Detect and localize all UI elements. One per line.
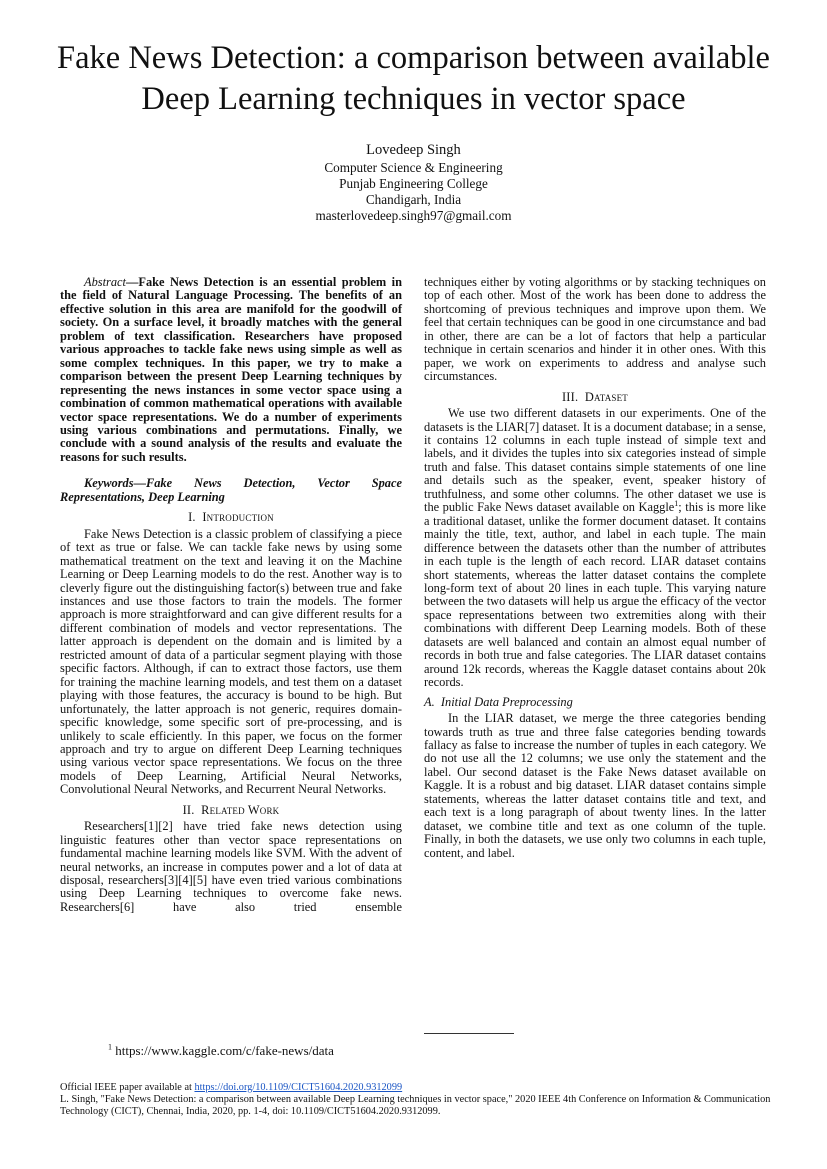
affiliation (0, 160, 827, 224)
section-number: II. (182, 802, 195, 817)
dataset-text-b: ; this is more like a traditional dataset, unlike the former document dataset. It contains mainly the title, text, author, and label in each tuple. The main difference between the datasets other than the number of attributes in each tuple is the length of each record. LIAR dataset contains short statements, whereas the latter dataset contains the complete long-form text of about 20 lines in each tuple. This varying nature between the two datasets will help us argue the efficacy of the vector space representations between two extremities along with their combinations with different Deep Learning models. Both of these datasets are well balanced and contain an almost equal number of records in both true and false categories. The LIAR dataset contains around 12k records, whereas the Kaggle dataset contains about 20k records. (424, 500, 766, 690)
section-number: III. (561, 389, 579, 404)
subsection-title: Initial Data Preprocessing (440, 694, 573, 709)
subsection-heading-preprocessing (424, 696, 766, 709)
right-column (424, 276, 766, 860)
section-number: I. (188, 510, 196, 525)
footer-citation: L. Singh, "Fake News Detection: a comparison between available Deep Learning techniques in vector space," 2020 IEEE 4th Conference on Information & Communication Technology (CICT), Chennai, India, 2020, pp. 1-4, doi: 10.1109/CICT51604.2020.9312099. (60, 1094, 771, 1117)
section-heading-introduction (60, 511, 402, 524)
related-work-text: Researchers[1][2] have tried fake news detection using linguistic features other than vector space representations on fundamental machine learning models like SVM. With the advent of neural networks, an increase in computes power and a lot of data at disposal, researchers[3][4][5] have even tried various combinations using Deep Learning techniques to overcome fake news. Researchers[6] have also tried ensemble (60, 819, 402, 914)
section-heading-dataset (424, 391, 766, 404)
footnote-text: https://www.kaggle.com/c/fake-news/data (115, 1043, 334, 1058)
footer-prefix: Official IEEE paper available at (60, 1082, 195, 1093)
affiliation-dept: Computer Science & Engineering (324, 160, 503, 175)
abstract (60, 276, 402, 464)
footnote-divider (424, 1033, 514, 1034)
introduction-text: Fake News Detection is a classic problem of classifying a piece of text as true or false. We can tackle fake news by using some mathematical treatment on the text and leaving it on the Machine Learning or Deep Learning models to do the rest. Another way is to cleverly figure out the distinguishing factor(s) between true and fake instances and use those factors to train the models. The former approach is more straightforward and can give different results for a different combination of models and vector representations. The latter approach is dependent on the domain and is limited by a restricted amount of data of a particular segment playing with those specific factors. Although, if can to extract those factors, use them for training the machine learning models, and test them on a dataset playing with those features, the accuracy is bound to be high. But unfortunately, the latter approach is not generic, requires domain-specific knowledge, some specific sort of pre-processing, and is unlikely to scale efficiently. In this paper, we focus on the former approach and try to argue on different Deep Learning techniques using various vector space representations. We focus on the three models of Deep Learning, Artificial Neural Networks, Convolutional Neural Networks, and Recurrent Neural Networks. (60, 526, 402, 797)
abstract-text: Fake News Detection is an essential problem in the field of Natural Language Processing. The benefits of an effective solution in this area are manifold for the goodwill of society. On a surface level, it broadly matches with the general problem of text classification. Researchers have proposed various approaches to tackle fake news using simple as well as some complex techniques. In this paper, we try to make a comparison between the present Deep Learning techniques by representing the news instances in some vector space using a combination of common mathematical operations with available vector space representations. We do a number of experiments using various combinations and permutations. Finally, we conclude with a sound analysis of the results and evaluate the reasons for such results. (60, 275, 402, 464)
dataset-text-a: We use two different datasets in our experiments. One of the datasets is the LIAR[7] dataset. It is a document database; in a sense, it contains 12 columns in each tuple instead of simple text and labels, and it divides the tuples into six categories instead of simple truth and false. This dataset contains simple statements of one line and details such as the speaker, event, speaker history of truthfulness, and some other columns. The other dataset we use is the public Fake News dataset available on Kaggle (424, 406, 767, 515)
section-heading-related-work (60, 804, 402, 817)
doi-link[interactable]: https://doi.org/10.1109/CICT51604.2020.9312099 (194, 1082, 403, 1093)
left-column (60, 276, 402, 914)
section-title: Introduction (202, 510, 274, 525)
section-title: Dataset (584, 389, 629, 404)
footnote-number: 1 (108, 1042, 112, 1052)
footer-official-line (60, 1082, 780, 1094)
footnote-mark: 1 (674, 499, 679, 509)
affiliation-email: masterlovedeep.singh97@gmail.com (315, 208, 512, 223)
footer (60, 1082, 780, 1118)
author-name: Lovedeep Singh (366, 142, 461, 158)
affiliation-college: Punjab Engineering College (339, 176, 488, 191)
paper-title: Fake News Detection: a comparison between available Deep Learning techniques in vector space (57, 40, 770, 117)
footnote (108, 1043, 334, 1059)
subsection-number: A. (424, 694, 435, 709)
abstract-sep: — (126, 275, 139, 289)
abstract-label: Abstract (84, 275, 126, 289)
affiliation-location: Chandigarh, India (365, 192, 462, 207)
section-title: Related Work (201, 802, 280, 817)
preprocessing-text: In the LIAR dataset, we merge the three categories bending towards truth as true and three false categories bending towards fallacy as false to increase the number of tuples in each category. We do not use all the 12 columns; we use only the statement and the label. Our second dataset is the Fake News dataset available on Kaggle. It is a robust and big dataset. LIAR dataset contains simple statements, whereas the latter dataset contains title and text, and each text is a long paragraph of about twenty lines. In the latter dataset, we combine title and text as one column of the tuple. Finally, in both the datasets, we use only two columns in each tuple, content, and label. (424, 711, 766, 860)
keywords: Keywords—Fake News Detection, Vector Space Representations, Deep Learning (60, 476, 402, 504)
dataset-text (424, 407, 766, 690)
related-work-text-cont: techniques either by voting algorithms or by stacking techniques on top of each other. Most of the work has been done to address the shortcoming of previous techniques and improve upon them. We feel that certain techniques can be good in one circumstance and bad in other, there are can be a lot of factors that help a particular technique in certain scenarios and hinder it in other ones. With this paper, we work on experiments to address and analyse such circumstances. (424, 275, 766, 384)
